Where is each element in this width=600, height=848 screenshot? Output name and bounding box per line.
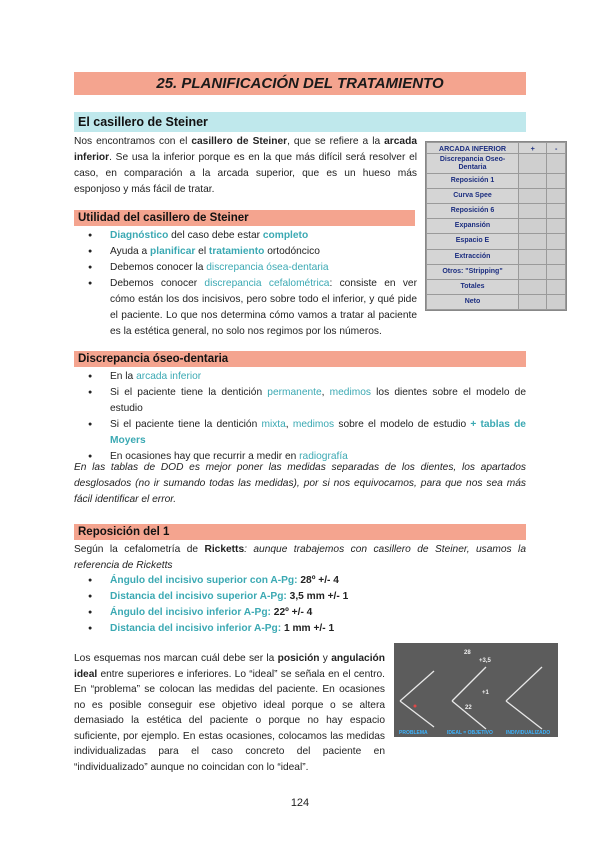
discrepancia-title: Discrepancia óseo-dentaria: [74, 351, 526, 367]
table-row-label: Extracción: [427, 249, 519, 264]
incisor-diagram: [394, 643, 558, 737]
list-item: ● En la arcada inferior: [74, 369, 526, 385]
list-item: ● Ángulo del incisivo superior con A-Pg: 28º +/- 4: [74, 573, 526, 589]
ricketts-intro: Según la cefalometría de Ricketts: aunque trabajemos con casillero de Steiner, usamos la referencia de Ricketts: [74, 544, 526, 571]
table-row-label: Espacio E: [427, 234, 519, 249]
list-item: ● Si el paciente tiene la dentición permanente, medimos los dientes sobre el modelo de estudio: [74, 385, 526, 417]
section-title: El casillero de Steiner: [74, 112, 526, 132]
table-row-label: Expansión: [427, 219, 519, 234]
list-item: ● Debemos conocer la discrepancia ósea-dentaria: [74, 260, 417, 276]
label-ideal: IDEAL = OBJETIVO: [447, 730, 493, 736]
table-header: ARCADA INFERIOR: [427, 143, 519, 154]
steiner-table: [425, 141, 567, 311]
diagram-value-22: 22: [465, 705, 472, 711]
utilidad-title: Utilidad del casillero de Steiner: [74, 210, 415, 226]
table-row-label: Curva Spee: [427, 189, 519, 204]
table-row-label: Otros: "Stripping": [427, 264, 519, 279]
table-row-label: Totales: [427, 279, 519, 294]
list-item: ● En ocasiones hay que recurrir a medir en radiografía: [74, 449, 526, 465]
list-item: ● Diagnóstico del caso debe estar completo: [74, 228, 417, 244]
ricketts-list: [74, 573, 526, 637]
label-problema: PROBLEMA: [399, 730, 428, 736]
esquemas-paragraph: Los esquemas nos marcan cuál debe ser la posición y angulación ideal entre superiores e inferiores. Lo “ideal” se señala en el centro. En “problema” se colocan las medidas del paciente. En ocasiones no es posible conseguir ese objetivo ideal porque o se altera demasiado la estética del paciente o porque no hay espacio suficiente, por ejemplo. En estas ocasiones, colocamos las medidas individualizadas para el caso concreto del paciente en “individualizado” aunque no coincidan con lo “ideal”.: [74, 653, 385, 773]
dod-note: En las tablas de DOD es mejor poner las medidas separadas de los dientes, los apartados desglosados (no ir sumando todas las medidas), por si nos equivocamos, para que nos sea más fácil identificar el error.: [74, 462, 526, 505]
list-item: ● Si el paciente tiene la dentición mixta, medimos sobre el modelo de estudio + tablas de Moyers: [74, 417, 526, 449]
list-item: ● Distancia del incisivo inferior A-Pg: 1 mm +/- 1: [74, 621, 526, 637]
label-individualizado: INDIVIDUALIZADO: [506, 730, 551, 736]
chapter-title: 25. PLANIFICACIÓN DEL TRATAMIENTO: [74, 72, 526, 95]
diagram-value-1: +1: [482, 690, 489, 696]
list-item: ● Debemos conocer discrepancia cefalométrica: consiste en ver cómo están los dos incisivos, pero sobre todo el inferior, y qué pide el paciente. Lo que nos determina cómo vamos a tratar al paciente es la estética general, no solo nos regimos por los números.: [74, 276, 417, 340]
table-row-label: Discrepancia Oseo-Dentaria: [427, 154, 519, 174]
table-header-minus: -: [547, 143, 566, 154]
list-item: ● Ayuda a planificar el tratamiento ortodóncico: [74, 244, 417, 260]
list-item: ● Distancia del incisivo superior A-Pg: 3,5 mm +/- 1: [74, 589, 526, 605]
list-item: ● Ángulo del incisivo inferior A-Pg: 22º +/- 4: [74, 605, 526, 621]
diagram-value-35: +3,5: [479, 658, 491, 664]
table-row-label: Reposición 6: [427, 204, 519, 219]
problema-dot: [414, 705, 417, 708]
discrepancia-list: [74, 369, 526, 465]
utilidad-list: [74, 228, 417, 340]
table-row-label: Neto: [427, 294, 519, 309]
reposicion-title: Reposición del 1: [74, 524, 526, 540]
diagram-svg: [394, 643, 558, 737]
diagram-value-28: 28: [464, 650, 471, 656]
table-header-plus: +: [519, 143, 547, 154]
table-row-label: Reposición 1: [427, 174, 519, 189]
page-number: 124: [290, 797, 310, 809]
intro-paragraph: Nos encontramos con el casillero de Steiner, que se refiere a la arcada inferior. Se usa la inferior porque es en la que más difícil será resolver el caso, en comparación a la arcada superior, que es un hueso más esponjoso y más fácil de tratar.: [74, 136, 417, 195]
